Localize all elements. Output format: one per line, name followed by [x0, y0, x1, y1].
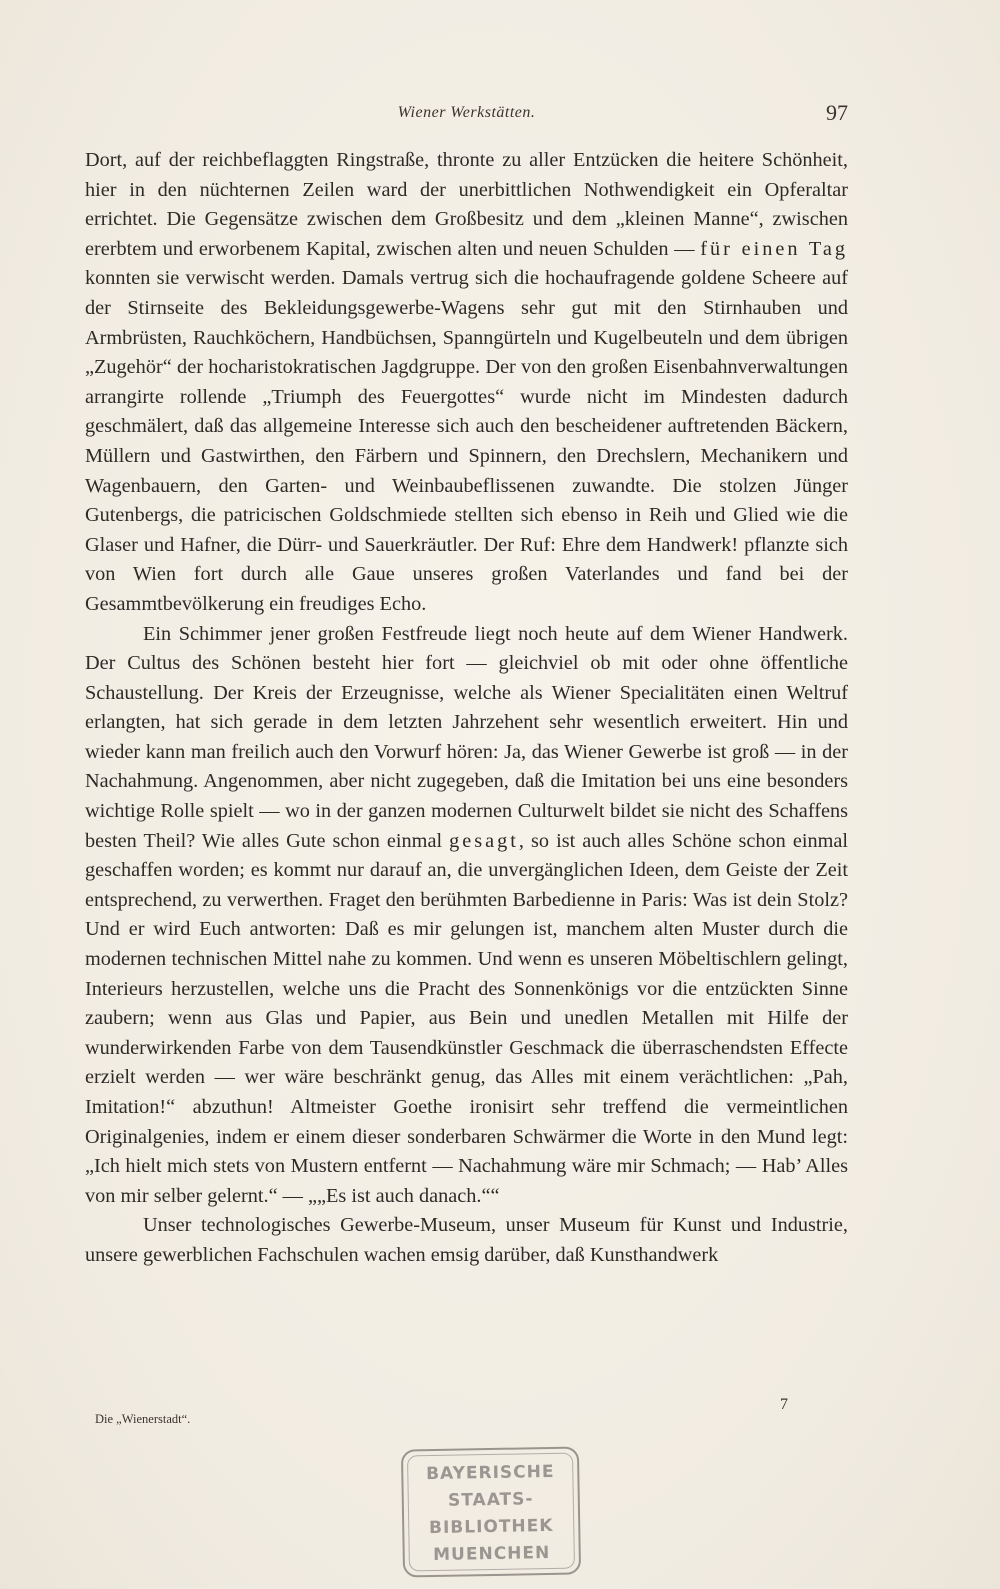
printer-signature: Die „Wienerstadt“. — [95, 1412, 191, 1426]
paragraph-2-part-2: , so ist auch alles Schöne schon einmal geschaffen worden; es kommt nur darauf an, die unvergänglichen Ideen, dem Geiste der Zeit entsprechend, zu verwerthen. Fraget den berühmten Barbedienne in Paris: Was ist dein Stolz? Und er wird Euch antworten: Daß es mir gelungen ist, manchem alten Muster durch die modernen technischen Mittel nahe zu kommen. Und wenn es unseren Möbeltischlern gelingt, Interieurs herzustellen, welche uns die Pracht des Sonnenkönigs vor die entzückten Sinne zaubern; wenn aus Glas und Papier, aus Bein und unedlen Metallen mit Hilfe der wunderwirkenden Farbe von dem Tausendkünstler Geschmack die überraschendsten Effecte erzielt werden — wer wäre beschränkt genug, das Alles mit einem verächtlichen: „Pah, Imitation!“ abzuthun! Altmeister Goethe ironisirt sehr treffend die vermeintlichen Originalgenies, indem er einem dieser sonderbaren Schwärmer die Worte in den Mund legt: „Ich hielt mich stets von Mustern entfernt — Nachahmung wäre mir Schmach; — Hab’ Alles von mir selber gelernt.“ — „„Es ist auch danach.““ — [85, 829, 849, 1207]
running-head — [85, 100, 848, 130]
paragraph-2-spaced-emphasis: gesagt — [449, 829, 519, 852]
paragraph-3: Unser technologisches Gewerbe-Museum, unser Museum für Kunst und Industrie, unsere gewerblichen Fachschulen wachen emsig darüber, daß Kunsthandwerk — [85, 1214, 848, 1266]
signature-line — [85, 1396, 848, 1436]
library-stamp — [401, 1446, 581, 1577]
body-text — [85, 146, 848, 1271]
stamp-line-1: BAYERISCHE — [425, 1461, 555, 1485]
library-stamp-text — [403, 1458, 579, 1569]
paragraph-2-part-1: Ein Schimmer jener großen Festfreude liegt noch heute auf dem Wiener Handwerk. Der Cultus des Schönen besteht hier fort — gleichviel ob mit oder ohne öffentliche Schaustellung. Der Kreis der Erzeugnisse, welche als Wiener Specialitäten einen Weltruf erlangten, hat sich gerade in dem letzten Jahrzehent sehr wesentlich erweitert. Hin und wieder kann man freilich auch den Vorwurf hören: Ja, das Wiener Gewerbe ist groß — in der Nachahmung. Angenommen, aber nicht zugegeben, daß die Imitation bei uns eine besonders wichtige Rolle spielt — wo in der ganzen modernen Culturwelt bildet sie nicht des Schaffens besten Theil? Wie alles Gute schon einmal — [85, 622, 848, 852]
sheet-number: 7 — [780, 1396, 788, 1413]
paragraph-1-part-1: Dort, auf der reichbeflaggten Ringstraße, thronte zu aller Entzücken die heitere Schönheit, hier in den nüchternen Zeilen ward der unerbittlichen Nothwendigkeit ein Opferaltar errichtet. Die Gegensätze zwischen dem Großbesitz und dem „kleinen Manne“, zwischen ererbtem und erworbenem Kapital, zwischen alten und neuen Schulden — — [85, 149, 848, 260]
paragraph-1 — [85, 146, 848, 620]
running-title: Wiener Werkstätten. — [397, 104, 536, 121]
paragraph-1-spaced-emphasis: für einen Tag — [700, 237, 848, 260]
stamp-line-3: BIBLIOTHEK — [428, 1515, 554, 1539]
page-number: 97 — [826, 100, 848, 125]
paragraph-2 — [85, 620, 848, 1212]
paragraph-1-part-2: konnten sie verwischt werden. Damals vertrug sich die hochaufragende goldene Scheere auf der Stirnseite des Bekleidungsgewerbe-Wagens sehr gut mit den Stirnhauben und Armbrüsten, Rauchköchern, Handbüchsen, Spanngürteln und Kugelbeuteln und dem übrigen „Zugehör“ der hocharistokratischen Jagdgruppe. Der von den großen Eisenbahnverwaltungen arrangirte rollende „Triumph des Feuergottes“ wurde nicht im Mindesten dadurch geschmälert, daß das allgemeine Interesse sich auch den bescheidener auftretenden Bäckern, Müllern und Gastwirthen, den Färbern und Spinnern, den Drechslern, Mechanikern und Wagenbauern, den Garten- und Weinbaubeflissenen zuwandte. Die stolzen Jünger Gutenbergs, die patricischen Goldschmiede stellten sich ebenso in Reih und Glied wie die Glaser und Hafner, die Dürr- und Sauerkräutler. Der Ruf: Ehre dem Handwerk! pflanzte sich von Wien fort durch alle Gaue unseres großen Vaterlandes und fand bei der Gesammtbevölkerung ein freudiges Echo. — [85, 267, 848, 615]
stamp-line-4: MUENCHEN — [433, 1542, 551, 1566]
stamp-line-2: STAATS- — [447, 1489, 534, 1511]
